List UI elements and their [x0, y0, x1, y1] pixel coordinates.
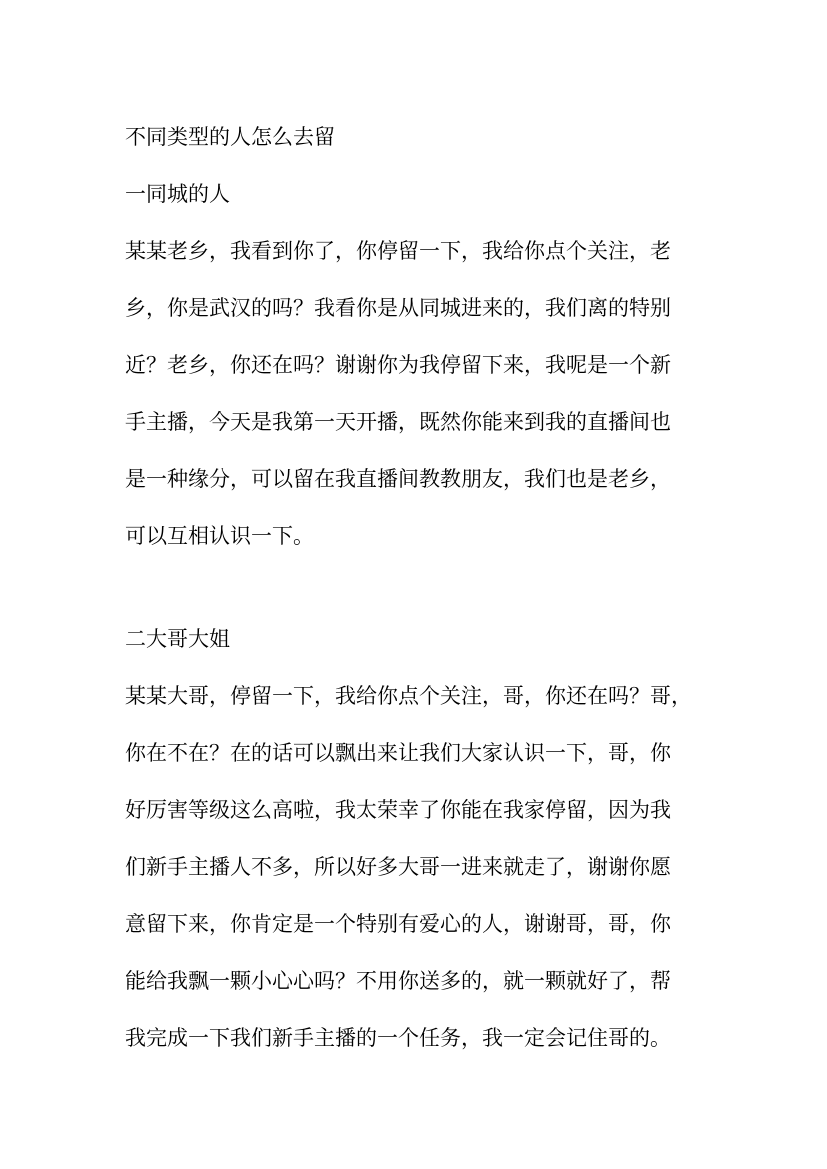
section-heading-big-brother-sister: 二大哥大姐 — [125, 627, 230, 651]
section-body-big-brother-sister — [125, 668, 715, 1067]
paragraph-line: 乡，你是武汉的吗？我看你是从同城进来的，我们离的特别 — [125, 296, 671, 320]
paragraph-line: 们新手主播人不多，所以好多大哥一进来就走了，谢谢你愿 — [125, 855, 671, 879]
paragraph-line: 某某大哥，停留一下，我给你点个关注，哥，你还在吗？哥， — [125, 684, 692, 708]
paragraph-line: 好厉害等级这么高啦，我太荣幸了你能在我家停留，因为我 — [125, 798, 671, 822]
section-heading-same-city: 一同城的人 — [125, 182, 230, 206]
section-body-same-city — [125, 223, 715, 565]
paragraph-line: 可以互相认识一下。 — [125, 524, 314, 548]
paragraph-line: 某某老乡，我看到你了，你停留一下，我给你点个关注，老 — [125, 239, 671, 263]
paragraph-line: 我完成一下我们新手主播的一个任务，我一定会记住哥的。 — [125, 1026, 671, 1050]
paragraph-line: 你在不在？在的话可以飘出来让我们大家认识一下，哥，你 — [125, 741, 671, 765]
paragraph-line: 是一种缘分，可以留在我直播间教教朋友，我们也是老乡， — [125, 467, 671, 491]
paragraph-line: 手主播，今天是我第一天开播，既然你能来到我的直播间也 — [125, 410, 671, 434]
paragraph-line: 能给我飘一颗小心心吗？不用你送多的，就一颗就好了，帮 — [125, 969, 671, 993]
paragraph-line: 意留下来，你肯定是一个特别有爱心的人，谢谢哥，哥，你 — [125, 912, 671, 936]
paragraph-line: 近？老乡，你还在吗？谢谢你为我停留下来，我呢是一个新 — [125, 353, 671, 377]
document-title: 不同类型的人怎么去留 — [125, 125, 335, 149]
